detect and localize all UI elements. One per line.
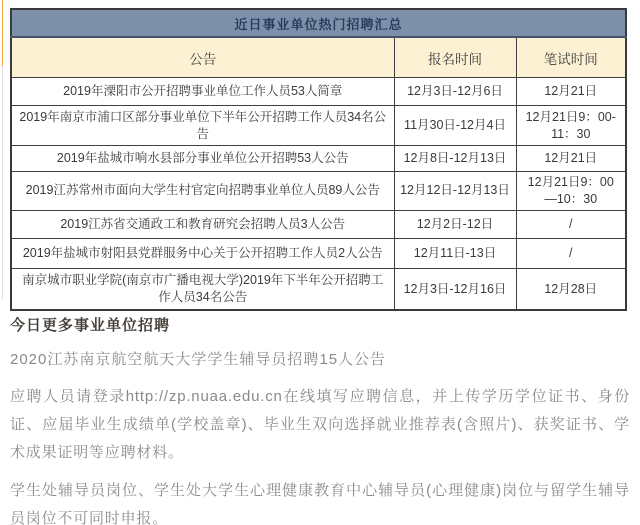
announcement-cell: 2019江苏省交通政工和教育研究会招聘人员3人公告	[11, 210, 394, 238]
table-row	[11, 172, 626, 211]
table-row	[11, 106, 626, 146]
exam-time-cell: 12月21日9：00—10：30	[516, 172, 626, 211]
signup-period-cell: 12月11日-13日	[394, 238, 516, 268]
announcement-cell: 南京城市职业学院(南京市广播电视大学)2019年下半年公开招聘工作人员34名公告	[11, 268, 394, 310]
signup-period-cell: 12月3日-12月6日	[394, 78, 516, 106]
application-instructions-paragraph: 应聘人员请登录http://zp.nuaa.edu.cn在线填写应聘信息，并上传学历学位证书、身份证、应届毕业生成绩单(学校盖章)、毕业生双向选择就业推荐表(含照片)、获奖证书、学术成果证明等应聘材料。	[10, 388, 630, 461]
table-title: 近日事业单位热门招聘汇总	[11, 9, 626, 37]
exam-time-cell: /	[516, 210, 626, 238]
page-edge-line	[2, 0, 3, 66]
signup-period-cell: 12月2日-12日	[394, 210, 516, 238]
announcement-cell: 2019年盐城市响水县部分事业单位公开招聘53人公告	[11, 146, 394, 172]
recruitment-summary-table	[10, 8, 627, 311]
section-heading: 今日更多事业单位招聘	[10, 317, 171, 334]
exam-time-cell: /	[516, 238, 626, 268]
table-row	[11, 238, 626, 268]
exam-time-cell: 12月21日	[516, 146, 626, 172]
announcement-cell: 2019年盐城市射阳县党群服务中心关于公开招聘工作人员2人公告	[11, 238, 394, 268]
table-row	[11, 78, 626, 106]
announcement-cell: 2019年南京市浦口区部分事业单位下半年公开招聘工作人员34名公告	[11, 106, 394, 146]
exam-time-cell: 12月28日	[516, 268, 626, 310]
announcement-cell: 2019江苏常州市面向大学生村官定向招聘事业单位人员89人公告	[11, 172, 394, 211]
signup-period-cell: 11月30日-12月4日	[394, 106, 516, 146]
signup-period-cell: 12月3日-12月16日	[394, 268, 516, 310]
page-edge-line	[2, 66, 3, 300]
table-header-row	[11, 37, 626, 78]
exam-time-cell: 12月21日	[516, 78, 626, 106]
signup-period-cell: 12月8日-12月13日	[394, 146, 516, 172]
column-header-announcement: 公告	[11, 37, 394, 78]
table-title-row	[11, 9, 626, 37]
table-row	[11, 146, 626, 172]
exam-time-cell: 12月21日9：00-11：30	[516, 106, 626, 146]
column-header-signup-time: 报名时间	[394, 37, 516, 78]
announcement-cell: 2019年溧阳市公开招聘事业单位工作人员53人简章	[11, 78, 394, 106]
article-body	[10, 306, 630, 525]
position-restriction-paragraph: 学生处辅导员岗位、学生处大学生心理健康教育中心辅导员(心理健康)岗位与留学生辅导员岗位不可同时申报。	[10, 482, 630, 525]
table-row	[11, 268, 626, 310]
notice-title: 2020江苏南京航空航天大学学生辅导员招聘15人公告	[10, 351, 387, 368]
column-header-exam-time: 笔试时间	[516, 37, 626, 78]
signup-period-cell: 12月12日-12月13日	[394, 172, 516, 211]
table-row	[11, 210, 626, 238]
